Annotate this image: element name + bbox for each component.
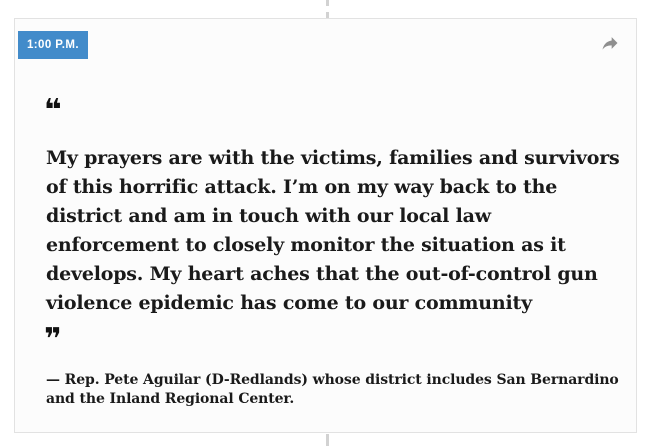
timeline-connector-top [326,0,329,18]
quote-line: enforcement to closely monitor the situation as it [46,234,566,256]
quote-line: district and am in touch with our local law [46,205,491,227]
timestamp-badge[interactable]: 1:00 P.M. [18,31,88,59]
share-arrow-icon [599,33,621,53]
quote-line: of this horrific attack. I’m on my way back to the [46,176,558,198]
share-button[interactable] [599,32,623,54]
quote-line: My prayers are with the victims, families and survivors [46,147,620,169]
live-update-card [14,18,637,433]
timeline-connector-bottom [326,434,329,446]
quote-text [46,144,620,318]
open-quote-mark: ❝ [44,93,62,128]
quote-line: develops. My heart aches that the out-of-control gun [46,263,598,285]
attribution-line: — Rep. Pete Aguilar (D-Redlands) whose district includes San Bernardino [46,372,619,388]
attribution-line: and the Inland Regional Center. [46,391,295,407]
quote-line: violence epidemic has come to our community [46,292,532,314]
close-quote-mark: ❞ [44,322,62,357]
quote-attribution [46,371,619,409]
